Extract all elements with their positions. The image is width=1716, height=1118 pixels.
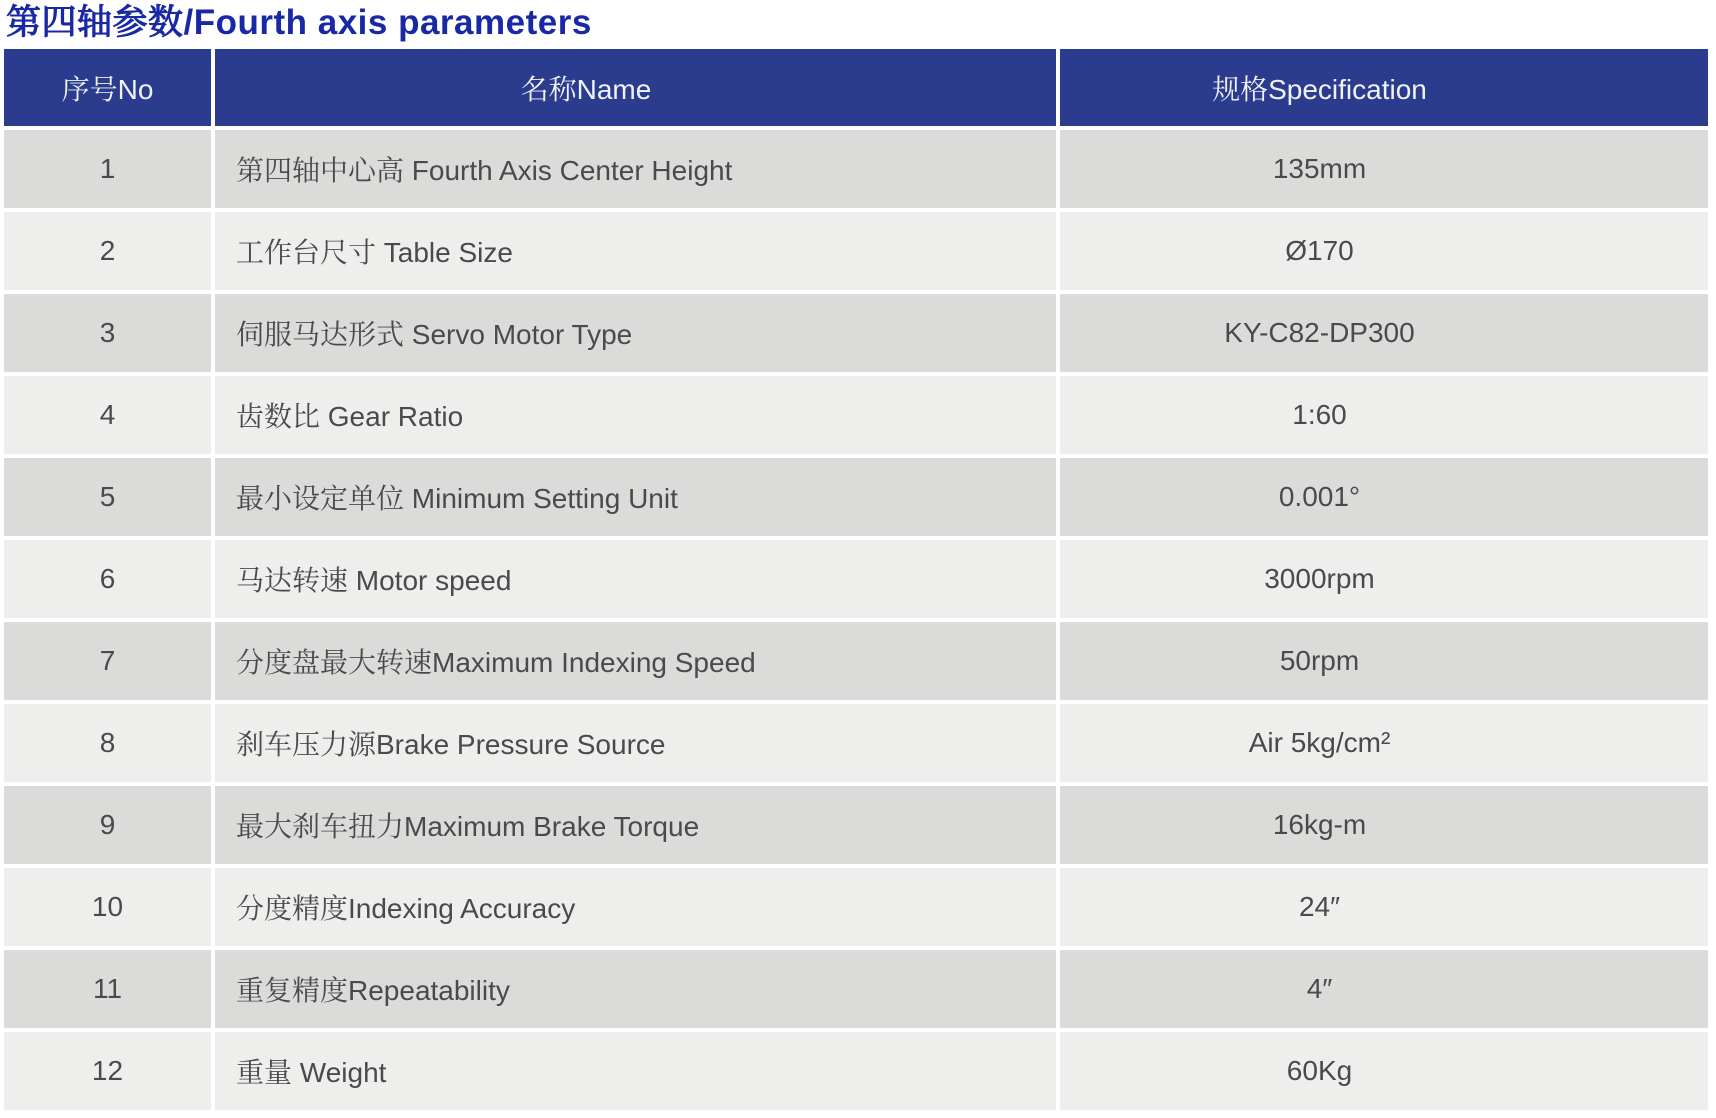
table-row <box>4 458 1708 536</box>
cell-name: 工作台尺寸 Table Size <box>215 212 1056 290</box>
cell-spec: 24″ <box>1060 868 1708 946</box>
cell-no: 10 <box>4 868 211 946</box>
cell-spec: KY-C82-DP300 <box>1060 294 1708 372</box>
cell-name: 第四轴中心高 Fourth Axis Center Height <box>215 130 1056 208</box>
cell-no: 11 <box>4 950 211 1028</box>
cell-name: 伺服马达形式 Servo Motor Type <box>215 294 1056 372</box>
cell-spec: 3000rpm <box>1060 540 1708 618</box>
cell-spec: Air 5kg/cm² <box>1060 704 1708 782</box>
table-row <box>4 704 1708 782</box>
cell-name: 马达转速 Motor speed <box>215 540 1056 618</box>
cell-spec: 0.001° <box>1060 458 1708 536</box>
cell-no: 4 <box>4 376 211 454</box>
cell-spec: 135mm <box>1060 130 1708 208</box>
header-cell-specification: 规格Specification <box>1060 49 1708 126</box>
cell-name: 重量 Weight <box>215 1032 1056 1110</box>
fourth-axis-parameters-table <box>0 45 1712 1114</box>
page-title: 第四轴参数/Fourth axis parameters <box>6 3 592 42</box>
cell-no: 8 <box>4 704 211 782</box>
table-row <box>4 1032 1708 1110</box>
cell-spec: 60Kg <box>1060 1032 1708 1110</box>
cell-name: 重复精度Repeatability <box>215 950 1056 1028</box>
table-row <box>4 950 1708 1028</box>
cell-no: 6 <box>4 540 211 618</box>
cell-name: 刹车压力源Brake Pressure Source <box>215 704 1056 782</box>
cell-no: 1 <box>4 130 211 208</box>
cell-no: 12 <box>4 1032 211 1110</box>
table-row <box>4 130 1708 208</box>
table-header-row <box>4 49 1708 126</box>
cell-spec: 16kg-m <box>1060 786 1708 864</box>
cell-spec: Ø170 <box>1060 212 1708 290</box>
cell-no: 3 <box>4 294 211 372</box>
table-row <box>4 786 1708 864</box>
table-row <box>4 622 1708 700</box>
cell-name: 齿数比 Gear Ratio <box>215 376 1056 454</box>
cell-name: 最小设定单位 Minimum Setting Unit <box>215 458 1056 536</box>
cell-spec: 4″ <box>1060 950 1708 1028</box>
cell-spec: 1:60 <box>1060 376 1708 454</box>
cell-no: 7 <box>4 622 211 700</box>
cell-name: 分度盘最大转速Maximum Indexing Speed <box>215 622 1056 700</box>
cell-spec: 50rpm <box>1060 622 1708 700</box>
cell-name: 分度精度Indexing Accuracy <box>215 868 1056 946</box>
cell-no: 9 <box>4 786 211 864</box>
cell-name: 最大刹车扭力Maximum Brake Torque <box>215 786 1056 864</box>
cell-no: 2 <box>4 212 211 290</box>
table-row <box>4 212 1708 290</box>
table-row <box>4 294 1708 372</box>
header-cell-no: 序号No <box>4 49 211 126</box>
table-row <box>4 540 1708 618</box>
table-row <box>4 376 1708 454</box>
cell-no: 5 <box>4 458 211 536</box>
table-row <box>4 868 1708 946</box>
header-cell-name: 名称Name <box>215 49 1056 126</box>
